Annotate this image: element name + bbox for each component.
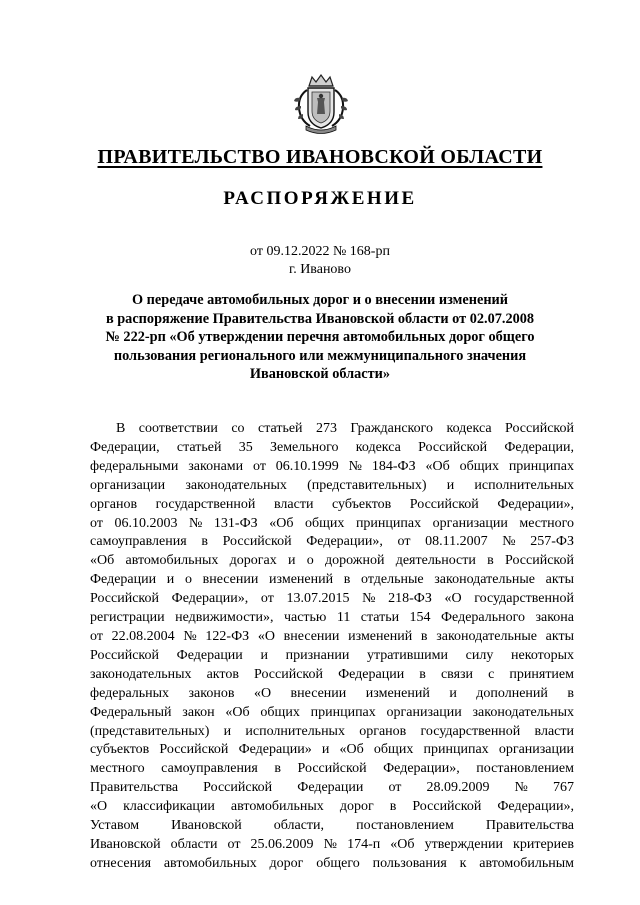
document-type: РАСПОРЯЖЕНИЕ [223,188,417,209]
body-line: Российской Федерации и признании утратившими силу некоторых [90,647,574,663]
body-line: законодательных актов Российской Федерации в связи с принятием [90,666,574,682]
body-line: организации законодательных (представительных) и исполнительных [90,477,574,493]
body-line: «О классификации автомобильных дорог в Российской Федерации», [90,799,574,815]
body-line: Ивановской области от 25.06.2009 № 174-п «Об утверждении критериев [90,836,574,852]
body-line: от 22.08.2004 № 122-ФЗ «О внесении изменений в законодательные акты [90,628,574,644]
body-line: Правительства Российской Федерации от 28.09.2009 № 767 [90,780,574,796]
heading-line: в распоряжение Правительства Ивановской области от 02.07.2008 [105,310,535,327]
heading-line: О передаче автомобильных дорог и о внесении изменений [131,292,509,308]
heading-line: № 222-рп «Об утверждении перечня автомобильных дорог общего [105,329,535,345]
heading-line: пользования регионального или межмуниципального значения [113,347,527,364]
body-line: отнесения автомобильных дорог общего пользования к автомобильным [90,855,574,871]
body-line: В соответствии со статьей 273 Гражданского кодекса Российской [116,421,574,436]
body-line: самоуправления в Российской Федерации», от 08.11.2007 № 257-ФЗ [90,534,574,550]
body-line: Российской Федерации», от 13.07.2015 № 218-ФЗ «О государственной [90,591,574,607]
body-line: субъектов Российской Федерации» и «Об общих принципах организации [90,742,574,758]
document-city: г. Иваново [289,262,351,277]
body-line: Федеральный закон «Об общих принципах организации законодательных [90,704,574,720]
body-line: «Об автомобильных дорогах и о дорожной деятельности в Российской [90,553,574,569]
body-line: от 06.10.2003 № 131-ФЗ «Об общих принципах организации местного [90,515,574,531]
document-heading [80,291,560,384]
body-line: регистрации недвижимости», частью 11 статьи 154 Федерального закона [90,610,574,626]
body-line: Федерации, статьей 35 Земельного кодекса Российской Федерации, [90,439,574,455]
body-line: федеральными законами от 06.10.1999 № 184-ФЗ «Об общих принципах [90,458,574,474]
body-line: Федерации и о внесении изменений в отдельные законодательные акты [90,572,574,588]
document-date-number: от 09.12.2022 № 168-рп [250,244,390,259]
body-line: федеральных законов «О внесении изменений и дополнений в [90,685,574,701]
body-paragraph [90,420,574,874]
body-line: (представительных) и исполнительных органов государственной власти [90,723,574,739]
government-title: ПРАВИТЕЛЬСТВО ИВАНОВСКОЙ ОБЛАСТИ [97,146,543,168]
body-line: Уставом Ивановской области, постановлением Правительства [90,818,574,834]
heading-line: Ивановской области» [249,366,391,382]
body-line: местного самоуправления в Российской Федерации», постановлением [90,761,574,777]
body-line: органов государственной власти субъектов Российской Федерации», [90,496,574,512]
ivanovo-coat-of-arms-icon [290,72,352,136]
